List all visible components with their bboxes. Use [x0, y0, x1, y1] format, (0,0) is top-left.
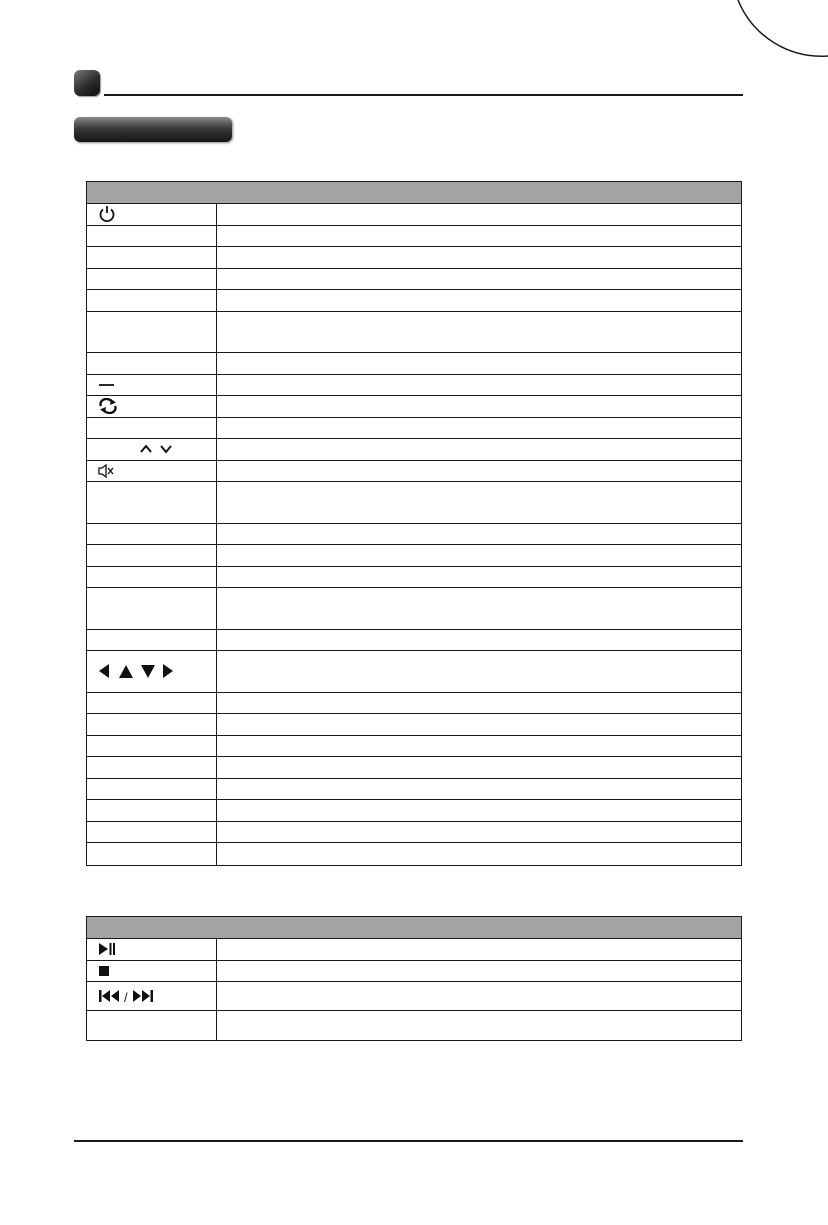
- footer-rule: [74, 1140, 743, 1142]
- key-cell: [87, 290, 217, 311]
- remote-keys-table: [86, 181, 742, 866]
- table-row: [87, 204, 741, 226]
- svg-text:/: /: [124, 990, 128, 1005]
- table-row: [87, 630, 741, 652]
- description-cell: [217, 545, 741, 566]
- table-row: [87, 961, 741, 983]
- header-rule: [104, 94, 743, 96]
- table-row: [87, 779, 741, 801]
- key-cell: [87, 822, 217, 843]
- table-row: [87, 353, 741, 375]
- description-cell: [217, 588, 741, 629]
- table-row: [87, 290, 741, 312]
- description-cell: [217, 418, 741, 439]
- table-row: [87, 939, 741, 961]
- description-cell: [217, 800, 741, 821]
- key-cell: [87, 461, 217, 482]
- description-cell: [217, 226, 741, 247]
- key-cell: [87, 418, 217, 439]
- key-cell: [87, 545, 217, 566]
- description-cell: [217, 757, 741, 778]
- description-cell: [217, 247, 741, 268]
- description-cell: [217, 779, 741, 800]
- description-cell: [217, 939, 741, 960]
- table-row: [87, 1011, 741, 1040]
- key-cell: [87, 524, 217, 545]
- key-cell: [87, 353, 217, 374]
- key-cell: [87, 982, 217, 1010]
- key-cell: [87, 269, 217, 290]
- key-cell: [87, 588, 217, 629]
- description-cell: [217, 567, 741, 588]
- description-cell: [217, 375, 741, 396]
- description-cell: [217, 290, 741, 311]
- key-cell: [87, 630, 217, 651]
- power-icon: [97, 205, 117, 223]
- table-row: [87, 822, 741, 844]
- table-row: [87, 247, 741, 269]
- key-cell: [87, 482, 217, 523]
- table-row: [87, 693, 741, 715]
- description-cell: [217, 961, 741, 982]
- table-row: [87, 418, 741, 440]
- table-row: [87, 843, 741, 865]
- description-cell: [217, 982, 741, 1010]
- description-cell: [217, 396, 741, 417]
- table-row: [87, 482, 741, 524]
- key-cell: [87, 1011, 217, 1040]
- key-cell: [87, 779, 217, 800]
- dash-icon: [97, 379, 117, 391]
- key-cell: [87, 651, 217, 692]
- key-cell: [87, 693, 217, 714]
- key-cell: [87, 226, 217, 247]
- table-header: [87, 917, 741, 939]
- table-row: [87, 226, 741, 248]
- media-keys-table: [86, 916, 742, 1041]
- table-row: [87, 651, 741, 693]
- description-cell: [217, 439, 741, 460]
- description-cell: [217, 461, 741, 482]
- key-cell: [87, 567, 217, 588]
- table-row: [87, 545, 741, 567]
- table-row: [87, 714, 741, 736]
- description-cell: [217, 312, 741, 353]
- description-cell: [217, 269, 741, 290]
- table-row: [87, 588, 741, 630]
- table-header: [87, 182, 741, 204]
- key-cell: [87, 714, 217, 735]
- table-row: [87, 375, 741, 397]
- arrow-keys-icon: [97, 662, 187, 680]
- table-row: [87, 524, 741, 546]
- mute-icon: [97, 463, 117, 479]
- table-row: [87, 396, 741, 418]
- key-cell: [87, 204, 217, 225]
- stop-icon: [97, 964, 113, 978]
- description-cell: [217, 651, 741, 692]
- table-row: [87, 982, 741, 1011]
- key-cell: [87, 736, 217, 757]
- key-cell: [87, 396, 217, 417]
- description-cell: [217, 693, 741, 714]
- table-row: [87, 567, 741, 589]
- table-row: [87, 736, 741, 758]
- description-cell: [217, 524, 741, 545]
- key-cell: [87, 757, 217, 778]
- description-cell: [217, 353, 741, 374]
- description-cell: [217, 736, 741, 757]
- key-cell: [87, 439, 217, 460]
- channel-up-down-icon: [97, 442, 197, 456]
- table-row: [87, 800, 741, 822]
- prev-next-icon: [97, 987, 167, 1005]
- description-cell: [217, 843, 741, 865]
- page-corner-arc: [732, 0, 828, 60]
- description-cell: [217, 1011, 741, 1040]
- section-title-pill: [74, 117, 232, 142]
- description-cell: [217, 204, 741, 225]
- description-cell: [217, 630, 741, 651]
- chapter-marker-icon: [74, 70, 100, 96]
- key-cell: [87, 800, 217, 821]
- table-row: [87, 439, 741, 461]
- key-cell: [87, 247, 217, 268]
- description-cell: [217, 822, 741, 843]
- table-row: [87, 461, 741, 483]
- key-cell: [87, 312, 217, 353]
- recall-icon: [97, 398, 119, 414]
- description-cell: [217, 714, 741, 735]
- description-cell: [217, 482, 741, 523]
- key-cell: [87, 843, 217, 865]
- key-cell: [87, 961, 217, 982]
- key-cell: [87, 375, 217, 396]
- key-cell: [87, 939, 217, 960]
- play-pause-icon: [97, 941, 121, 957]
- table-row: [87, 312, 741, 354]
- table-row: [87, 269, 741, 291]
- table-row: [87, 757, 741, 779]
